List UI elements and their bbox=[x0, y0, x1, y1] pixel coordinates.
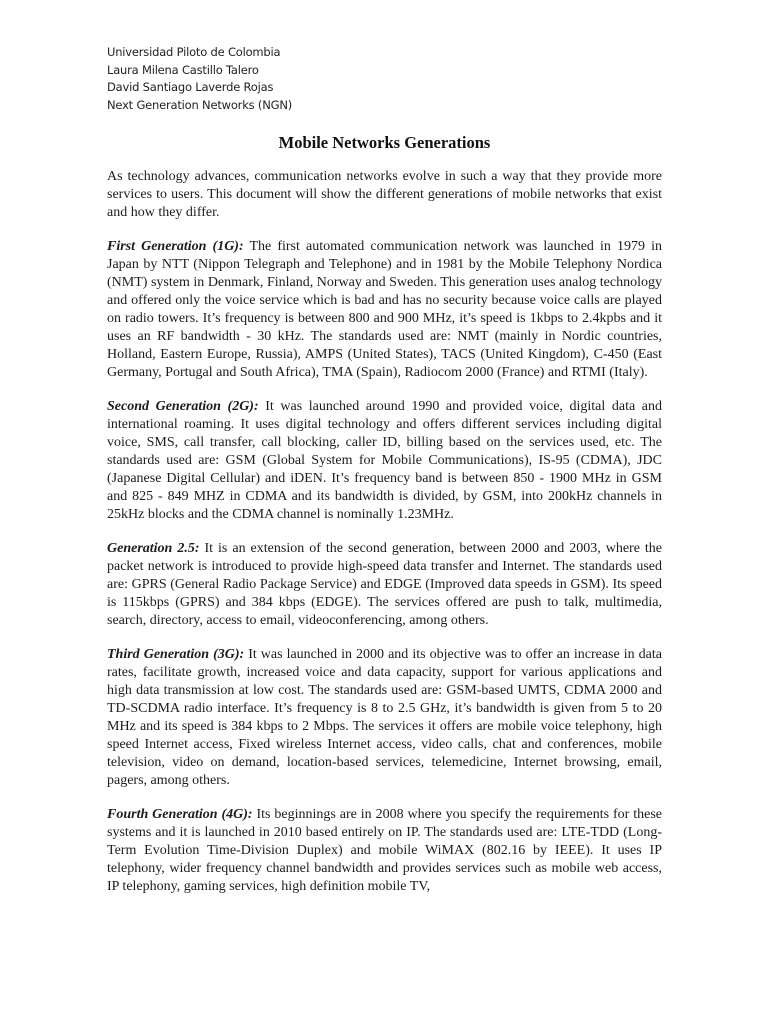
section-body-4g: Its beginnings are in 2008 where you specify the requirements for these systems and it is launched in 2010 based entirely on IP. The standards used are: LTE-TDD (Long-Term Evolution Time-Division Duplex) and mobile WiMAX (802.16 by IEEE). It uses IP telephony, wider frequency channel bandwidth and provides services such as mobile web access, IP telephony, gaming services, high definition mobile TV, bbox=[107, 807, 663, 894]
section-heading-4g: Fourth Generation (4G): bbox=[107, 807, 253, 822]
section-body-2g: It was launched around 1990 and provided voice, digital data and international roaming. It uses digital technology and offers different services including digital voice, SMS, call transfer, call blocking, caller ID, billing based on the services used, etc. The standards used are: GSM (Global System for Mobile Communications), IS-95 (CDMA), JDC (Japanese Digital Cellular) and iDEN. It’s frequency band is between 850 - 1900 MHz in GSM and 825 - 849 MHZ in CDMA and its bandwidth is divided, by GSM, into 200kHz channels in 25kHz blocks and the CDMA channel is nominally 1.23MHz. bbox=[107, 399, 662, 522]
header-course: Next Generation Networks (NGN) bbox=[107, 97, 293, 112]
section-heading-2g: Second Generation (2G): bbox=[107, 399, 259, 414]
section-body-1g: The first automated communication network was launched in 1979 in Japan by NTT (Nippon Telegraph and Telephone) and in 1981 by the Mobile Telephony Nordica (NMT) system in Denmark, Finland, Norway and Sweden. This generation uses analog technology and offered only the voice service which is bad and has no security because voice calls are played on radio towers. It’s frequency is between 800 and 900 MHz, it’s speed is 1kbps to 2.4kpbs and it uses an RF bandwidth - 30 kHz. The standards used are: NMT (mainly in Nordic countries, Holland, Eastern Europe, Russia), AMPS (United States), TACS (United Kingdom), C-450 (East Germany, Portugal and South Africa), TMA (Spain), Radiocom 2000 (France) and RTMI (Italy). bbox=[107, 239, 662, 380]
section-heading-3g: Third Generation (3G): bbox=[107, 647, 245, 662]
author-header bbox=[107, 44, 662, 114]
section-heading-1g: First Generation (1G): bbox=[107, 239, 244, 254]
section-heading-2-5g: Generation 2.5: bbox=[107, 541, 200, 556]
header-author-1: Laura Milena Castillo Talero bbox=[107, 62, 259, 77]
section-body-2-5g: It is an extension of the second generation, between 2000 and 2003, where the packet network is introduced to provide high-speed data transfer and Internet. The standards used are: GPRS (General Radio Package Service) and EDGE (Improved data speeds in GSM). Its speed is 115kbps (GPRS) and 384 kbps (EDGE). The services offered are push to talk, multimedia, search, directory, access to email, videoconferencing, among others. bbox=[107, 541, 662, 628]
document-page bbox=[107, 44, 662, 912]
section-4g bbox=[107, 806, 662, 896]
intro-paragraph: As technology advances, communication networks evolve in such a way that they provide more services to users. This document will show the different generations of mobile networks that exist and how they differ. bbox=[107, 169, 662, 220]
section-1g bbox=[107, 238, 662, 382]
header-author-2: David Santiago Laverde Rojas bbox=[107, 80, 274, 94]
section-body-3g: It was launched in 2000 and its objective was to offer an increase in data rates, facilitate growth, increased voice and data capacity, support for various applications and high data transmission at low cost. The standards used are: GSM-based UMTS, CDMA 2000 and TD-SCDMA radio interface. It’s frequency is 8 to 2.5 GHz, it’s bandwidth is given from 5 to 20 MHz and its speed is 384 kbps to 2 Mbps. The services it offers are mobile voice telephony, high speed Internet access, Fixed wireless Internet access, video calls, chat and conferences, mobile television, video on demand, location-based services, telemedicine, Internet browsing, email, pagers, among others. bbox=[107, 647, 662, 788]
document-title: Mobile Networks Generations bbox=[278, 133, 491, 152]
section-2-5g bbox=[107, 540, 662, 630]
section-2g bbox=[107, 398, 662, 524]
section-3g bbox=[107, 646, 662, 790]
header-institution: Universidad Piloto de Colombia bbox=[107, 45, 281, 59]
